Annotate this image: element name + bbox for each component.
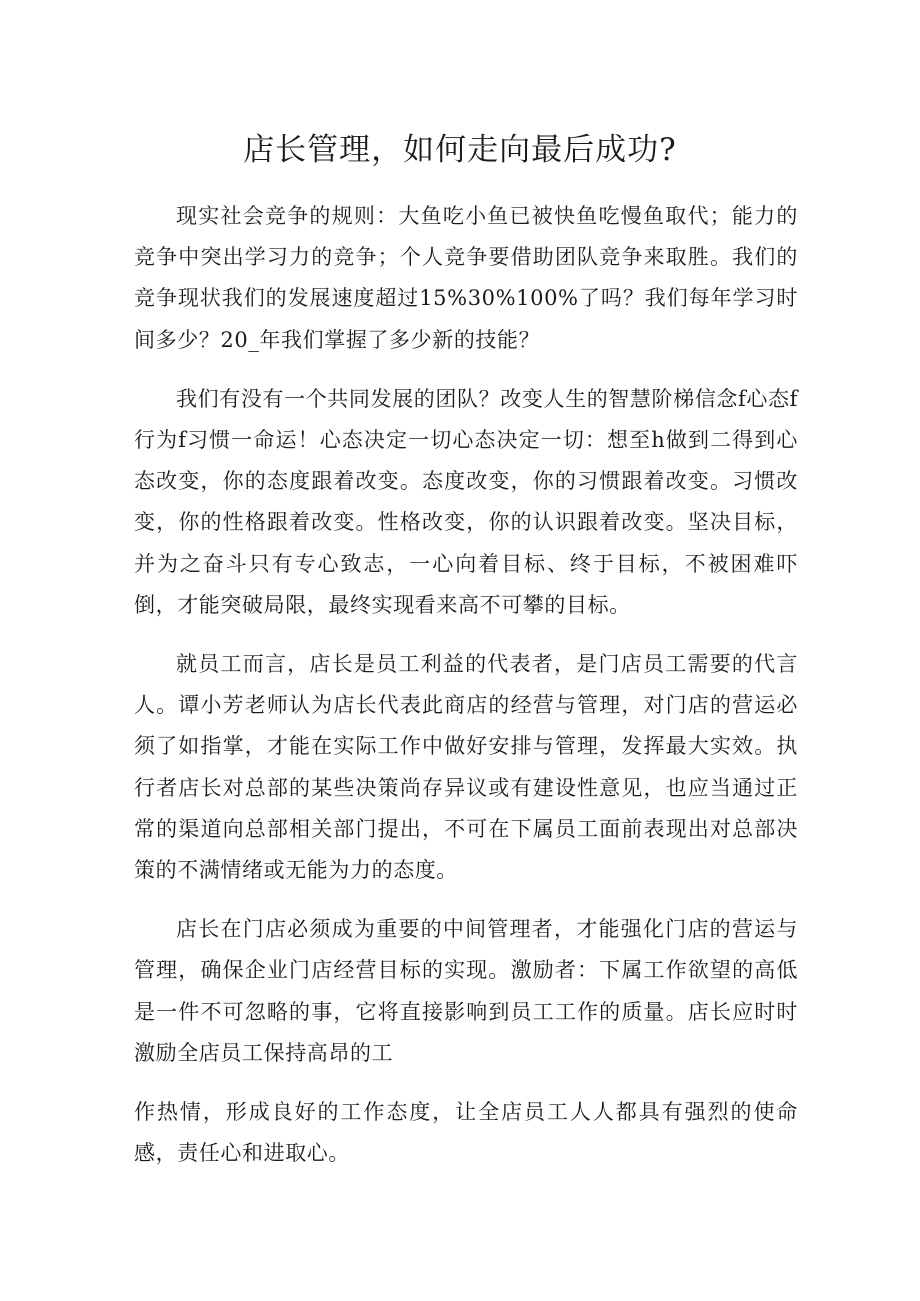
paragraph-3: 就员工而言，店长是员工利益的代表者，是门店员工需要的代言人。谭小芳老师认为店长代表此商店的经营与管理，对门店的营运必须了如指掌，才能在实际工作中做好安排与管理，发挥最大实效。执行者店长对总部的某些决策尚存异议或有建设性意见，也应当通过正常的渠道向总部相关部门提出，不可在下属员工面前表现出对总部决策的不满情绪或无能为力的态度。 [134,652,798,883]
page-title: 店长管理，如何走向最后成功? [243,132,677,168]
document-body [134,196,798,1192]
paragraph-5-continuation: 作热情，形成良好的工作态度，让全店员工人人都具有强烈的使命感，责任心和进取心。 [134,1100,798,1166]
paragraph-2: 我们有没有一个共同发展的团队？改变人生的智慧阶梯信念f心态f行为f习惯一命运！心态决定一切心态决定一切：想至h做到二得到心态改变，你的态度跟着改变。态度改变，你的习惯跟着改变。习惯改变，你的性格跟着改变。性格改变，你的认识跟着改变。坚决目标，并为之奋斗只有专心致志，一心向着目标、终于目标，不被困难吓倒，才能突破局限，最终实现看来高不可攀的目标。 [134,386,798,617]
paragraph-1: 现实社会竞争的规则：大鱼吃小鱼已被快鱼吃慢鱼取代；能力的竞争中突出学习力的竞争；个人竞争要借助团队竞争来取胜。我们的竞争现状我们的发展速度超过15%30%100%了吗？我们每年学习时间多少？20_年我们掌握了多少新的技能？ [134,204,798,352]
paragraph-4: 店长在门店必须成为重要的中间管理者，才能强化门店的营运与管理，确保企业门店经营目标的实现。激励者：下属工作欲望的高低是一件不可忽略的事，它将直接影响到员工工作的质量。店长应时时激励全店员工保持高昂的工 [134,917,798,1065]
